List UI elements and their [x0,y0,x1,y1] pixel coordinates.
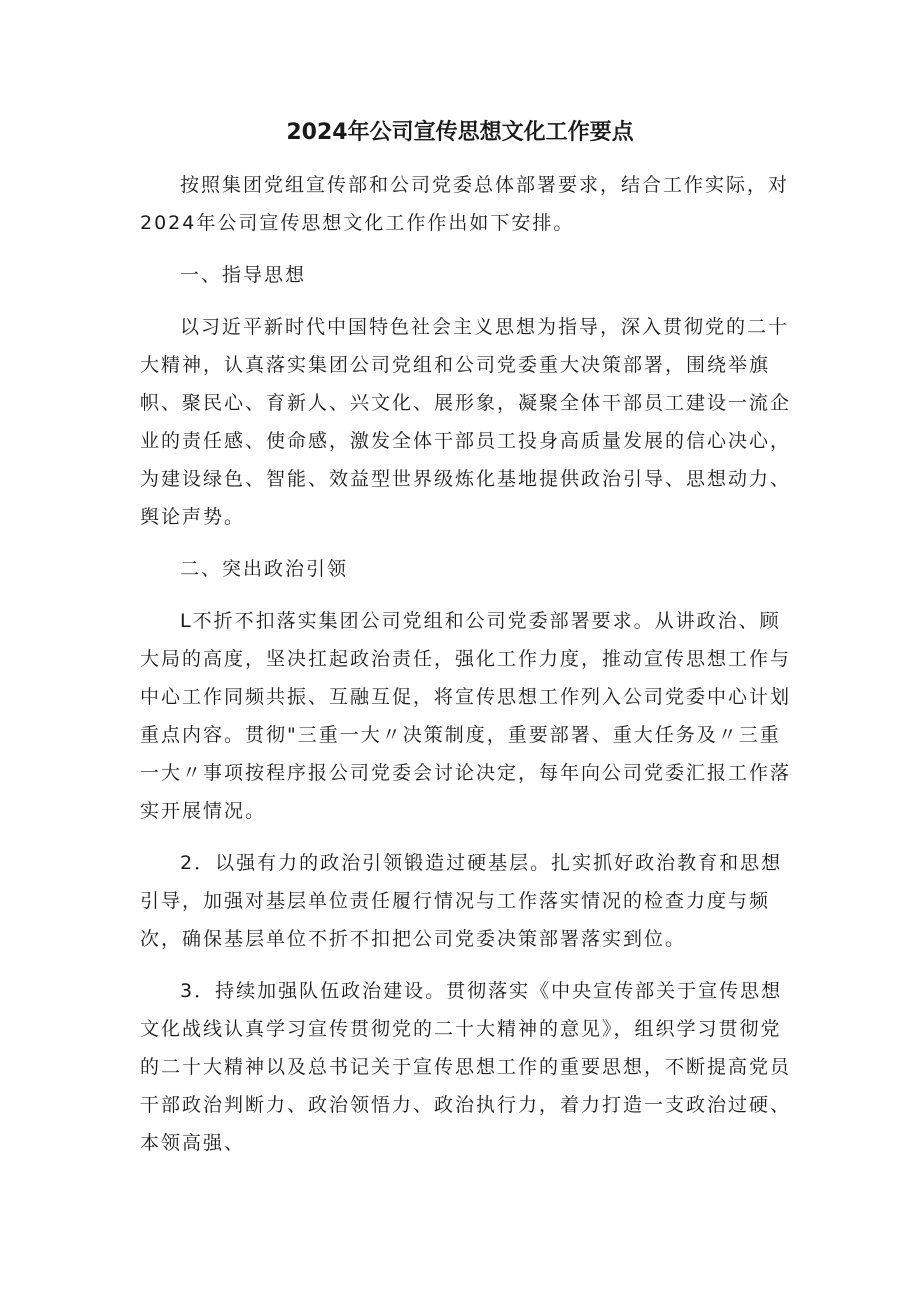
section-heading-guiding-ideology: 一、指导思想 [180,264,307,286]
guiding-ideology-paragraph: 以习近平新时代中国特色社会主义思想为指导，深入贯彻党的二十大精神，认真落实集团公司党组和公司党委重大决策部署，围绕举旗帜、聚民心、育新人、兴文化、展形象，凝聚全体干部员工建设一流企业的责任感、使命感，激发全体干部员工投身高质量发展的信心决心，为建设绿色、智能、效益型世界级炼化基地提供政治引导、思想动力、舆论声势。 [140,316,792,528]
document-title: 2024年公司宣传思想文化工作要点 [286,120,634,145]
list-item-2: 2．以强有力的政治引领锻造过硬基层。扎实抓好政治教育和思想引导，加强对基层单位责任履行情况与工作落实情况的检查力度与频次，确保基层单位不折不扣把公司党委决策部署落实到位。 [140,852,783,950]
section-heading-political-leadership: 二、突出政治引领 [180,558,349,580]
document-body [140,166,800,1162]
intro-paragraph: 按照集团党组宣传部和公司党委总体部署要求，结合工作实际，对2024年公司宣传思想文化工作作出如下安排。 [140,174,790,234]
list-item-3: 3．持续加强队伍政治建设。贯彻落实《中央宣传部关于宣传思想文化战线认真学习宣传贯彻党的二十大精神的意见》，组织学习贯彻党的二十大精神以及总书记关于宣传思想工作的重要思想，不断提高党员干部政治判断力、政治领悟力、政治执行力，着力打造一支政治过硬、本领高强、 [140,980,792,1154]
list-item-1: L不折不扣落实集团公司党组和公司党委部署要求。从讲政治、顾大局的高度，坚决扛起政治责任，强化工作力度，推动宣传思想工作与中心工作同频共振、互融互促，将宣传思想工作列入公司党委中心计划重点内容。贯彻"三重一大〃决策制度，重要部署、重大任务及〃三重一大〃事项按程序报公司党委会讨论决定，每年向公司党委汇报工作落实开展情况。 [140,610,792,822]
